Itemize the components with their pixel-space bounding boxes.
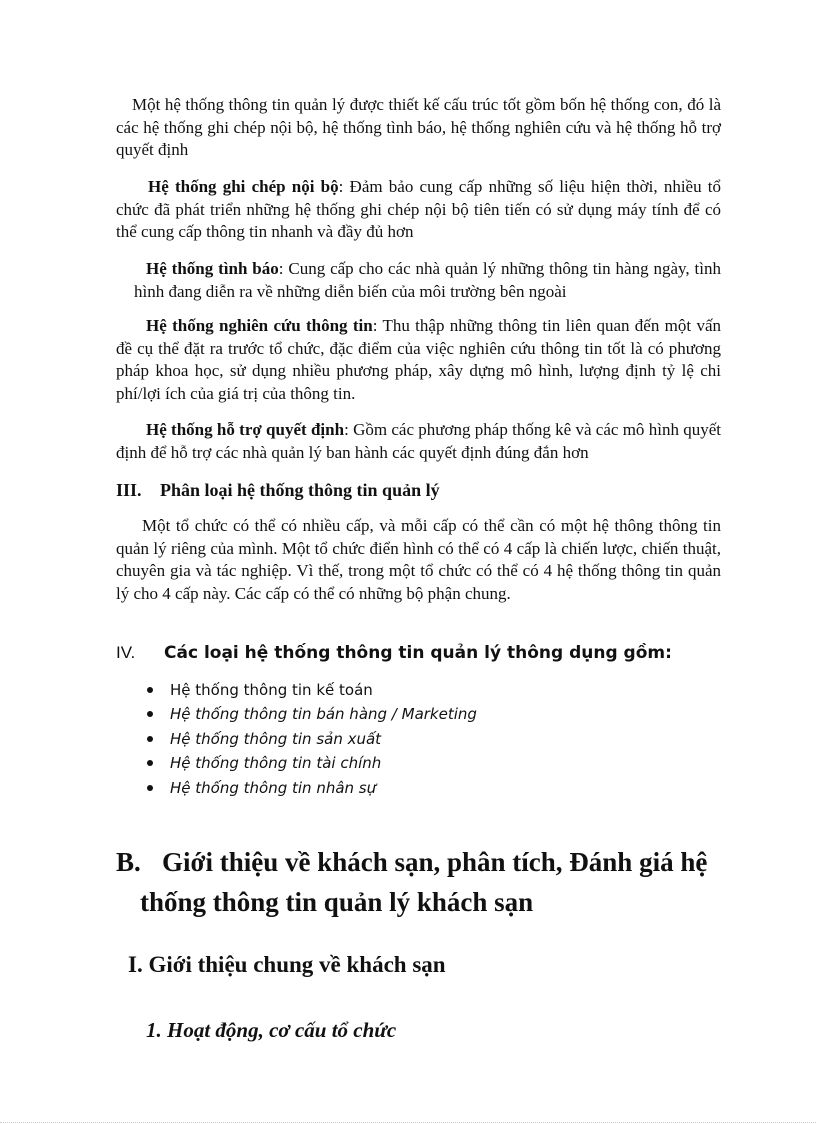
intro-paragraph — [116, 94, 721, 162]
section3-text: Một tổ chức có thể có nhiều cấp, và mỗi cấp có thể cần có một hệ thông thông tin quản lý riêng của mình. Một tổ chức điển hình có thể có 4 cấp là chiến lược, chiến thuật, chuyên gia và tác nghiệp. Vì thế, trong một tổ chức có thể có 4 hệ thống thông tin quản lý cho 4 cấp này. Các cấp có thể có những bộ phận chung. — [116, 516, 721, 603]
mis-type-list — [146, 678, 477, 800]
list-item: Hệ thống thông tin sản xuất — [146, 727, 477, 751]
list-item: Hệ thống thông tin tài chính — [146, 751, 477, 775]
subsystem-paragraph — [116, 315, 721, 405]
section-heading-3 — [116, 480, 440, 501]
part-title-line-2: thống thông tin quản lý khách sạn — [140, 887, 534, 917]
subsystem-paragraph — [116, 419, 721, 464]
subsystem-term: Hệ thống hỗ trợ quyết định — [146, 420, 345, 439]
subsystem-text: : Gồm các phương pháp thống kê và các mô hình quyết định để hỗ trợ các nhà quản lý ban hành các quyết định đúng đắn hơn — [116, 420, 721, 462]
subsystem-term: Hệ thống nghiên cứu thông tin — [146, 316, 373, 335]
subsystem-text: : Đảm bảo cung cấp những số liệu hiện thời, nhiều tổ chức đã phát triển những hệ thống ghi chép nội bộ tiên tiến có sử dụng máy tính để có thể cung cấp thông tin nhanh và đầy đủ hơn — [116, 177, 722, 241]
subsystem-text: : Cung cấp cho các nhà quản lý những thông tin hàng ngày, tình hình đang diễn ra về những diễn biến của môi trường bên ngoài — [134, 259, 721, 301]
intro-text: Một hệ thống thông tin quản lý được thiết kế cấu trúc tốt gồm bốn hệ thống con, đó là các hệ thống ghi chép nội bộ, hệ thống tình báo, hệ thống nghiên cứu và hệ thống hỗ trợ quyết định — [116, 95, 721, 159]
section-number: III. — [116, 480, 142, 500]
section3-body — [116, 515, 721, 605]
part-number: B. — [116, 847, 141, 877]
section-number: IV. — [116, 643, 136, 662]
section-title: Các loại hệ thống thông tin quản lý thông dụng gồm: — [164, 643, 672, 663]
list-item: Hệ thống thông tin kế toán — [146, 678, 477, 702]
section-heading-4 — [116, 643, 672, 663]
subsystem-paragraph — [134, 258, 721, 303]
section-title: Phân loại hệ thống thông tin quản lý — [160, 480, 440, 500]
part-b-heading — [116, 842, 707, 922]
subsection-heading: 1. Hoạt động, cơ cấu tổ chức — [146, 1018, 397, 1042]
subsystem-text: : Thu thập những thông tin liên quan đến một vấn đề cụ thể đặt ra trước tổ chức, đặc điểm của việc nghiên cứu thông tin tốt là có phương pháp khoa học, sử dụng nhiều phương pháp, xây dựng mô hình, lượng định tỷ lệ chi phí/lợi ích của giá trị của thông tin. — [116, 316, 721, 403]
subsystem-paragraph — [116, 176, 721, 244]
part-title-line-1: Giới thiệu về khách sạn, phân tích, Đánh giá hệ — [162, 847, 708, 877]
list-item: Hệ thống thông tin nhân sự — [146, 776, 477, 800]
section-heading-I: I. Giới thiệu chung về khách sạn — [128, 952, 446, 977]
subsystem-term: Hệ thống tình báo — [146, 259, 279, 278]
subsystem-term: Hệ thống ghi chép nội bộ — [148, 177, 339, 196]
list-item: Hệ thống thông tin bán hàng / Marketing — [146, 702, 477, 726]
